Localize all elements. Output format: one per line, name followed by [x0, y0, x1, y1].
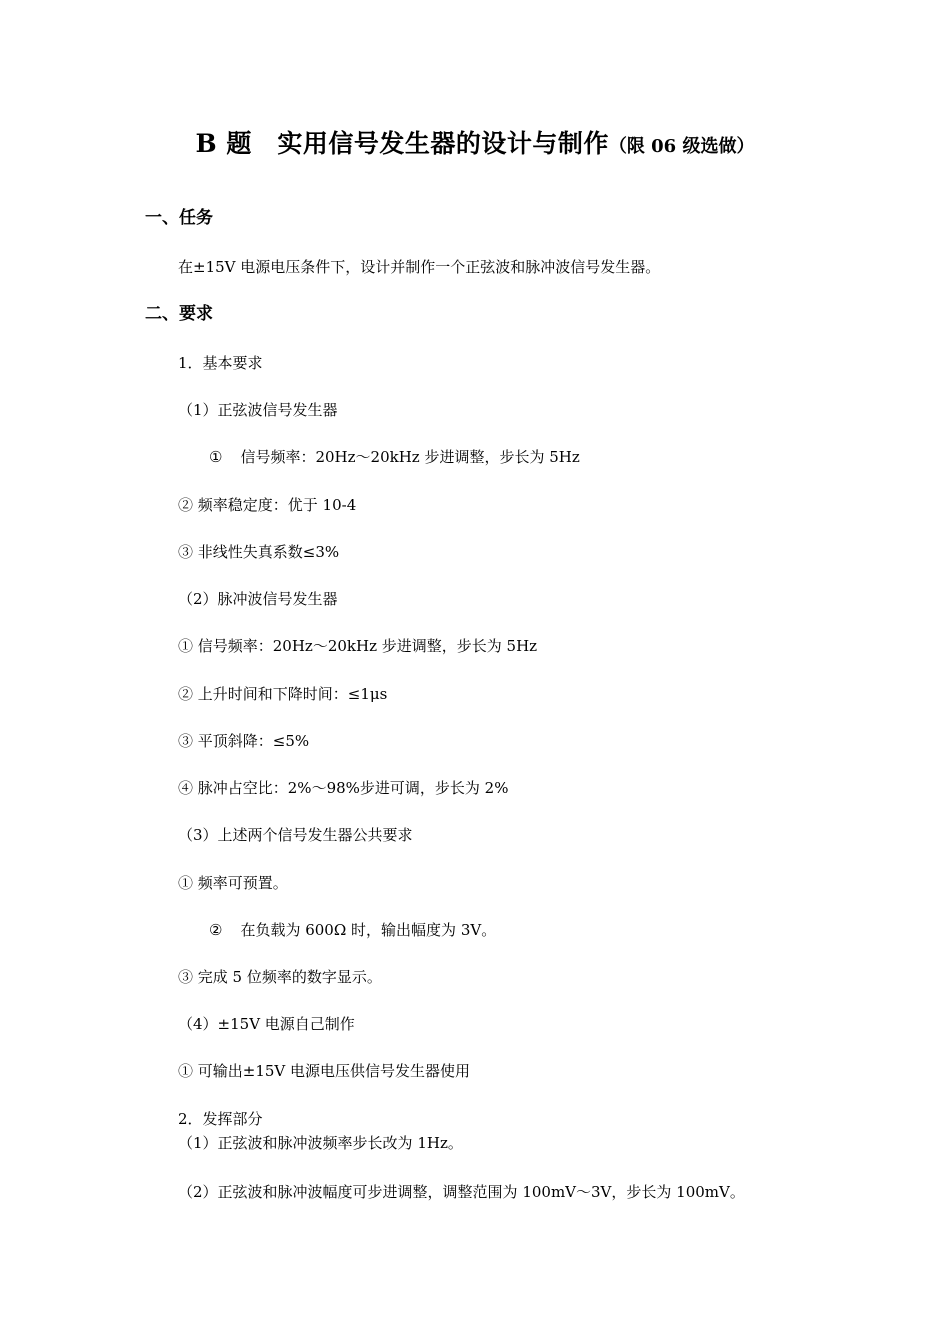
pulse-item-1: ① 信号频率：20Hz～20kHz 步进调整，步长为 5Hz: [178, 637, 538, 655]
power-supply-heading: （4）±15V 电源自己制作: [178, 1015, 355, 1033]
list-item-text: 信号频率：20Hz～20kHz 步进调整，步长为 5Hz: [240, 448, 580, 466]
sine-generator-heading: （1）正弦波信号发生器: [178, 401, 338, 419]
basic-requirements-heading: 1．基本要求: [178, 354, 263, 372]
common-item-1: ① 频率可预置。: [178, 874, 288, 892]
list-item-text: 在负载为 600Ω 时，输出幅度为 3V。: [240, 921, 497, 939]
common-item-2: [209, 919, 496, 941]
extra-part-heading: 2．发挥部分: [178, 1110, 263, 1128]
common-requirements-heading: （3）上述两个信号发生器公共要求: [178, 826, 413, 844]
section-heading-task: 一、任务: [145, 208, 213, 228]
power-item-1: ① 可输出±15V 电源电压供信号发生器使用: [178, 1062, 471, 1080]
title-main: B 题 实用信号发生器的设计与制作: [195, 129, 609, 158]
sine-item-3: ③ 非线性失真系数≤3%: [178, 543, 340, 561]
pulse-item-4: ④ 脉冲占空比：2%～98%步进可调，步长为 2%: [178, 779, 509, 797]
title-note: （限 06 级选做）: [608, 136, 755, 157]
pulse-item-3: ③ 平顶斜降：≤5%: [178, 732, 310, 750]
document-title: [0, 126, 950, 165]
sine-item-1: [209, 446, 580, 468]
list-marker: ②: [209, 921, 223, 939]
common-item-3: ③ 完成 5 位频率的数字显示。: [178, 968, 382, 986]
sine-item-2: ② 频率稳定度：优于 10-4: [178, 496, 357, 514]
extra-item-2: （2）正弦波和脉冲波幅度可步进调整，调整范围为 100mV～3V，步长为 100mV。: [178, 1183, 745, 1201]
section-heading-requirements: 二、要求: [145, 304, 213, 324]
task-text: 在±15V 电源电压条件下，设计并制作一个正弦波和脉冲波信号发生器。: [178, 258, 661, 276]
pulse-generator-heading: （2）脉冲波信号发生器: [178, 590, 338, 608]
list-marker: ①: [209, 448, 223, 466]
pulse-item-2: ② 上升时间和下降时间：≤1μs: [178, 685, 388, 703]
extra-item-1: （1）正弦波和脉冲波频率步长改为 1Hz。: [178, 1134, 463, 1152]
